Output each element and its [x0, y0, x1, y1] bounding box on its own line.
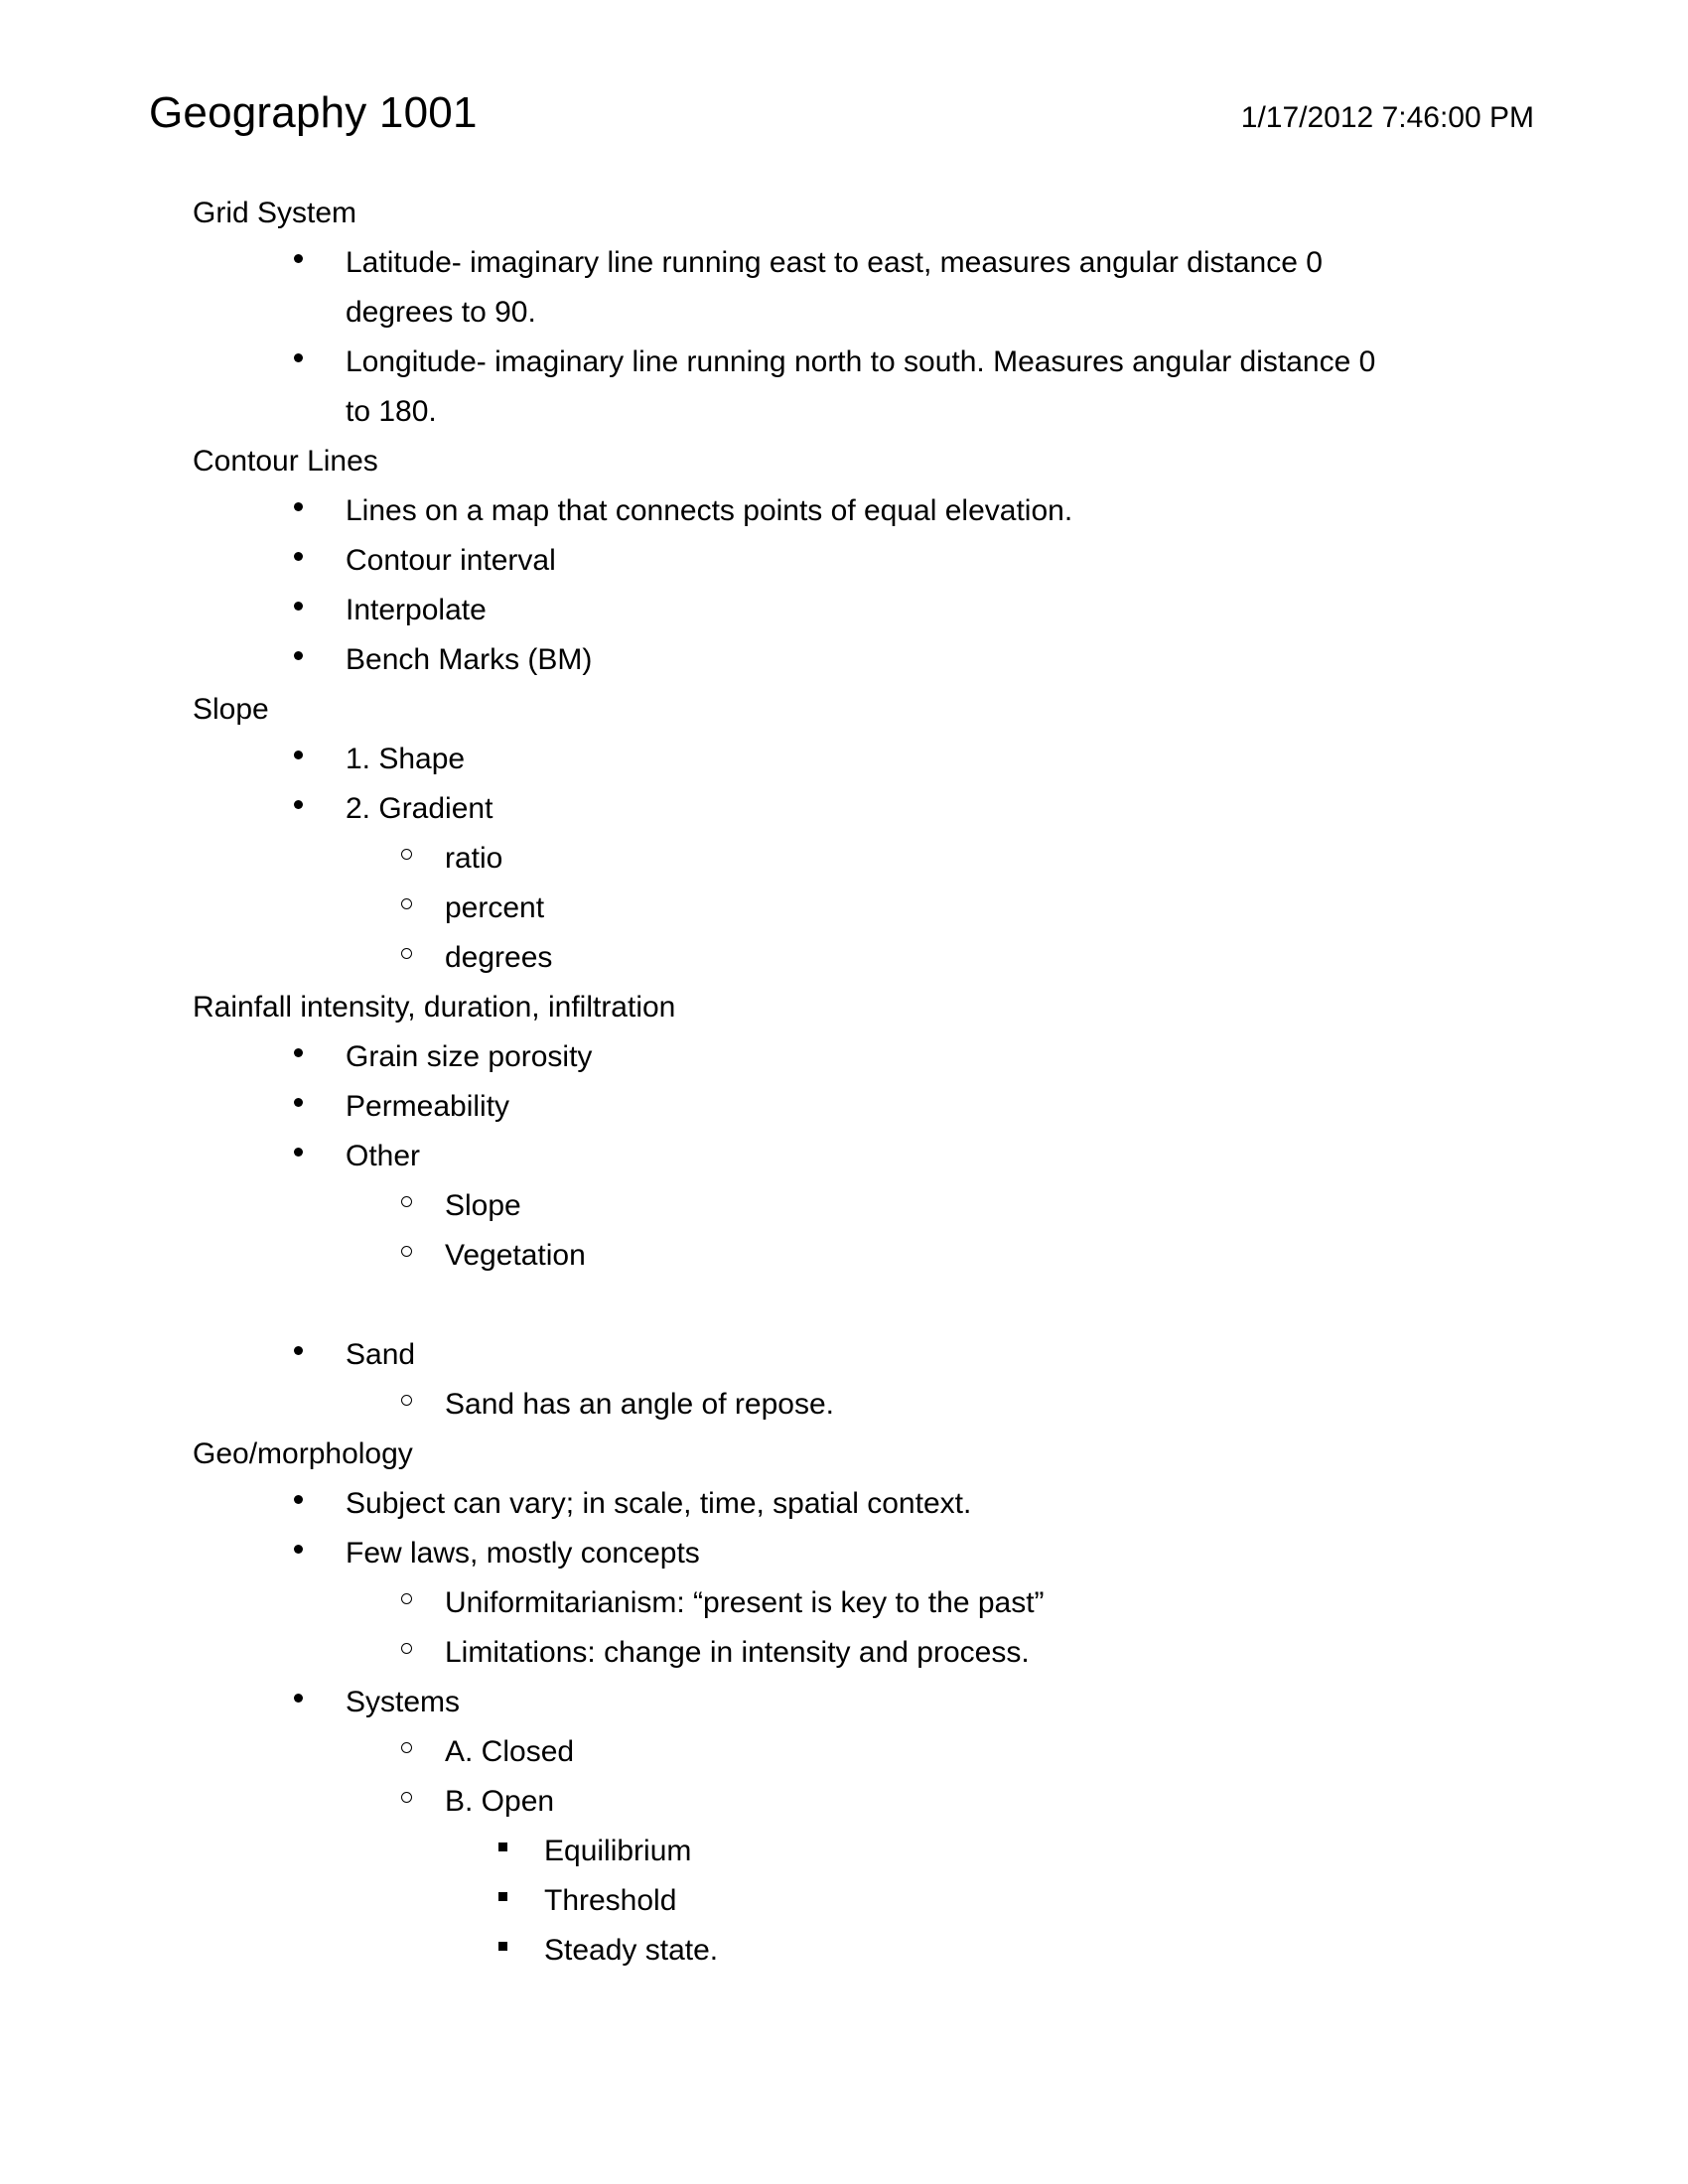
- filled-round-bullet-icon: [294, 1545, 303, 1554]
- bullet-text: Sand: [346, 1338, 416, 1371]
- filled-round-bullet-icon: [294, 602, 303, 611]
- list-marker: [294, 536, 346, 586]
- bullet-text: Vegetation: [445, 1239, 586, 1272]
- bullet-text: Steady state.: [544, 1934, 719, 1967]
- bullet-text: ratio: [445, 842, 503, 875]
- outline-heading: [0, 1430, 1688, 1479]
- bullet-text: Grain size porosity: [346, 1040, 593, 1073]
- bullet-text: Few laws, mostly concepts: [346, 1537, 700, 1570]
- outline-bullet-item: [0, 1777, 1688, 1827]
- bullet-text: Systems: [346, 1686, 461, 1718]
- outline-bullet-item: [0, 735, 1688, 784]
- list-marker: [294, 1082, 346, 1132]
- outline-bullet-item: [0, 1876, 1688, 1926]
- outline-bullet-item: [0, 338, 1688, 437]
- filled-round-bullet-icon: [294, 751, 303, 759]
- bullet-text: 2. Gradient: [346, 792, 493, 825]
- hollow-circle-bullet-icon: [401, 1246, 412, 1257]
- outline-bullet-item: [0, 933, 1688, 983]
- heading-text: Geo/morphology: [193, 1437, 413, 1470]
- outline-heading: [0, 189, 1688, 238]
- outline-bullet-item: [0, 1380, 1688, 1430]
- bullet-text: Permeability: [346, 1090, 510, 1123]
- outline-bullet-item: [0, 1132, 1688, 1181]
- outline-heading: [0, 437, 1688, 486]
- bullet-text: Bench Marks (BM): [346, 643, 593, 676]
- outline-bullet-item: [0, 1827, 1688, 1876]
- outline-bullet-item: [0, 238, 1688, 338]
- outline-bullet-item: [0, 884, 1688, 933]
- outline-bullet-item: [0, 834, 1688, 884]
- outline-bullet-item: [0, 635, 1688, 685]
- bullet-text: percent: [445, 891, 545, 924]
- outline-bullet-item: [0, 1628, 1688, 1678]
- filled-round-bullet-icon: [294, 1098, 303, 1107]
- hollow-circle-bullet-icon: [401, 898, 412, 909]
- bullet-text: Equilibrium: [544, 1835, 692, 1867]
- list-marker: [401, 1628, 445, 1678]
- list-marker: [294, 338, 346, 387]
- filled-square-bullet-icon: [498, 1942, 507, 1951]
- list-marker: [401, 1727, 445, 1777]
- outline-bullet-item: [0, 1181, 1688, 1231]
- hollow-circle-bullet-icon: [401, 1742, 412, 1753]
- list-marker: [294, 784, 346, 834]
- outline-bullet-item: [0, 784, 1688, 834]
- outline-bullet-item: [0, 1082, 1688, 1132]
- outline-bullet-item: [0, 536, 1688, 586]
- filled-square-bullet-icon: [498, 1843, 507, 1851]
- list-marker: [294, 1529, 346, 1578]
- outline-heading: [0, 983, 1688, 1032]
- bullet-text: B. Open: [445, 1785, 555, 1818]
- outline-bullet-item: [0, 1578, 1688, 1628]
- outline-bullet-item: [0, 1727, 1688, 1777]
- list-marker: [294, 1032, 346, 1082]
- list-marker: [498, 1827, 544, 1876]
- bullet-text: Contour interval: [346, 544, 556, 577]
- bullet-text: Subject can vary; in scale, time, spatial context.: [346, 1487, 972, 1520]
- outline-bullet-item: [0, 1032, 1688, 1082]
- list-marker: [294, 1132, 346, 1181]
- heading-text: Contour Lines: [193, 445, 378, 478]
- outline-bullet-item: [0, 1529, 1688, 1578]
- bullet-text: Other: [346, 1140, 421, 1172]
- list-marker: [294, 586, 346, 635]
- filled-round-bullet-icon: [294, 502, 303, 511]
- outline-bullet-item: [0, 1678, 1688, 1727]
- bullet-text: 1. Shape: [346, 743, 466, 775]
- heading-text: Grid System: [193, 197, 357, 229]
- filled-round-bullet-icon: [294, 552, 303, 561]
- list-marker: [401, 1578, 445, 1628]
- hollow-circle-bullet-icon: [401, 1196, 412, 1207]
- filled-round-bullet-icon: [294, 254, 303, 263]
- list-marker: [294, 735, 346, 784]
- filled-round-bullet-icon: [294, 1148, 303, 1157]
- bullet-text: Interpolate: [346, 594, 487, 626]
- list-marker: [294, 486, 346, 536]
- list-marker: [294, 1479, 346, 1529]
- outline-bullet-item: [0, 1479, 1688, 1529]
- document-header: [149, 87, 1539, 147]
- list-marker: [401, 1380, 445, 1430]
- filled-round-bullet-icon: [294, 353, 303, 362]
- list-marker: [401, 834, 445, 884]
- bullet-text: Longitude- imaginary line running north to south. Measures angular distance 0 to 180.: [346, 345, 1384, 428]
- list-marker: [498, 1876, 544, 1926]
- hollow-circle-bullet-icon: [401, 1643, 412, 1654]
- outline-bullet-item: [0, 486, 1688, 536]
- bullet-text: Limitations: change in intensity and process.: [445, 1636, 1030, 1669]
- outline-bullet-item: [0, 586, 1688, 635]
- hollow-circle-bullet-icon: [401, 1593, 412, 1604]
- list-marker: [401, 884, 445, 933]
- heading-text: Slope: [193, 693, 269, 726]
- bullet-text: Threshold: [544, 1884, 677, 1917]
- outline-bullet-item: [0, 1330, 1688, 1380]
- hollow-circle-bullet-icon: [401, 948, 412, 959]
- bullet-text: Sand has an angle of repose.: [445, 1388, 834, 1421]
- bullet-text: Lines on a map that connects points of equal elevation.: [346, 494, 1073, 527]
- filled-round-bullet-icon: [294, 1495, 303, 1504]
- bullet-text: degrees: [445, 941, 553, 974]
- outline-heading: [0, 685, 1688, 735]
- list-marker: [498, 1926, 544, 1976]
- document-timestamp: 1/17/2012 7:46:00 PM: [1240, 101, 1534, 134]
- bullet-text: Latitude- imaginary line running east to east, measures angular distance 0 degrees to 90.: [346, 246, 1332, 329]
- heading-text: Rainfall intensity, duration, infiltration: [193, 991, 676, 1024]
- filled-round-bullet-icon: [294, 800, 303, 809]
- list-marker: [294, 238, 346, 288]
- filled-round-bullet-icon: [294, 1048, 303, 1057]
- bullet-text: Uniformitarianism: “present is key to the past”: [445, 1586, 1045, 1619]
- blank-line: [0, 1281, 1688, 1330]
- list-marker: [294, 1330, 346, 1380]
- outline-bullet-item: [0, 1231, 1688, 1281]
- outline-list: [0, 189, 1688, 1976]
- list-marker: [401, 933, 445, 983]
- filled-round-bullet-icon: [294, 1694, 303, 1703]
- bullet-text: Slope: [445, 1189, 521, 1222]
- outline-bullet-item: [0, 1926, 1688, 1976]
- filled-square-bullet-icon: [498, 1892, 507, 1901]
- list-marker: [401, 1777, 445, 1827]
- list-marker: [294, 635, 346, 685]
- page-title: Geography 1001: [149, 88, 478, 137]
- hollow-circle-bullet-icon: [401, 849, 412, 860]
- list-marker: [401, 1231, 445, 1281]
- list-marker: [401, 1181, 445, 1231]
- filled-round-bullet-icon: [294, 651, 303, 660]
- filled-round-bullet-icon: [294, 1346, 303, 1355]
- bullet-text: A. Closed: [445, 1735, 575, 1768]
- list-marker: [294, 1678, 346, 1727]
- hollow-circle-bullet-icon: [401, 1395, 412, 1406]
- hollow-circle-bullet-icon: [401, 1792, 412, 1803]
